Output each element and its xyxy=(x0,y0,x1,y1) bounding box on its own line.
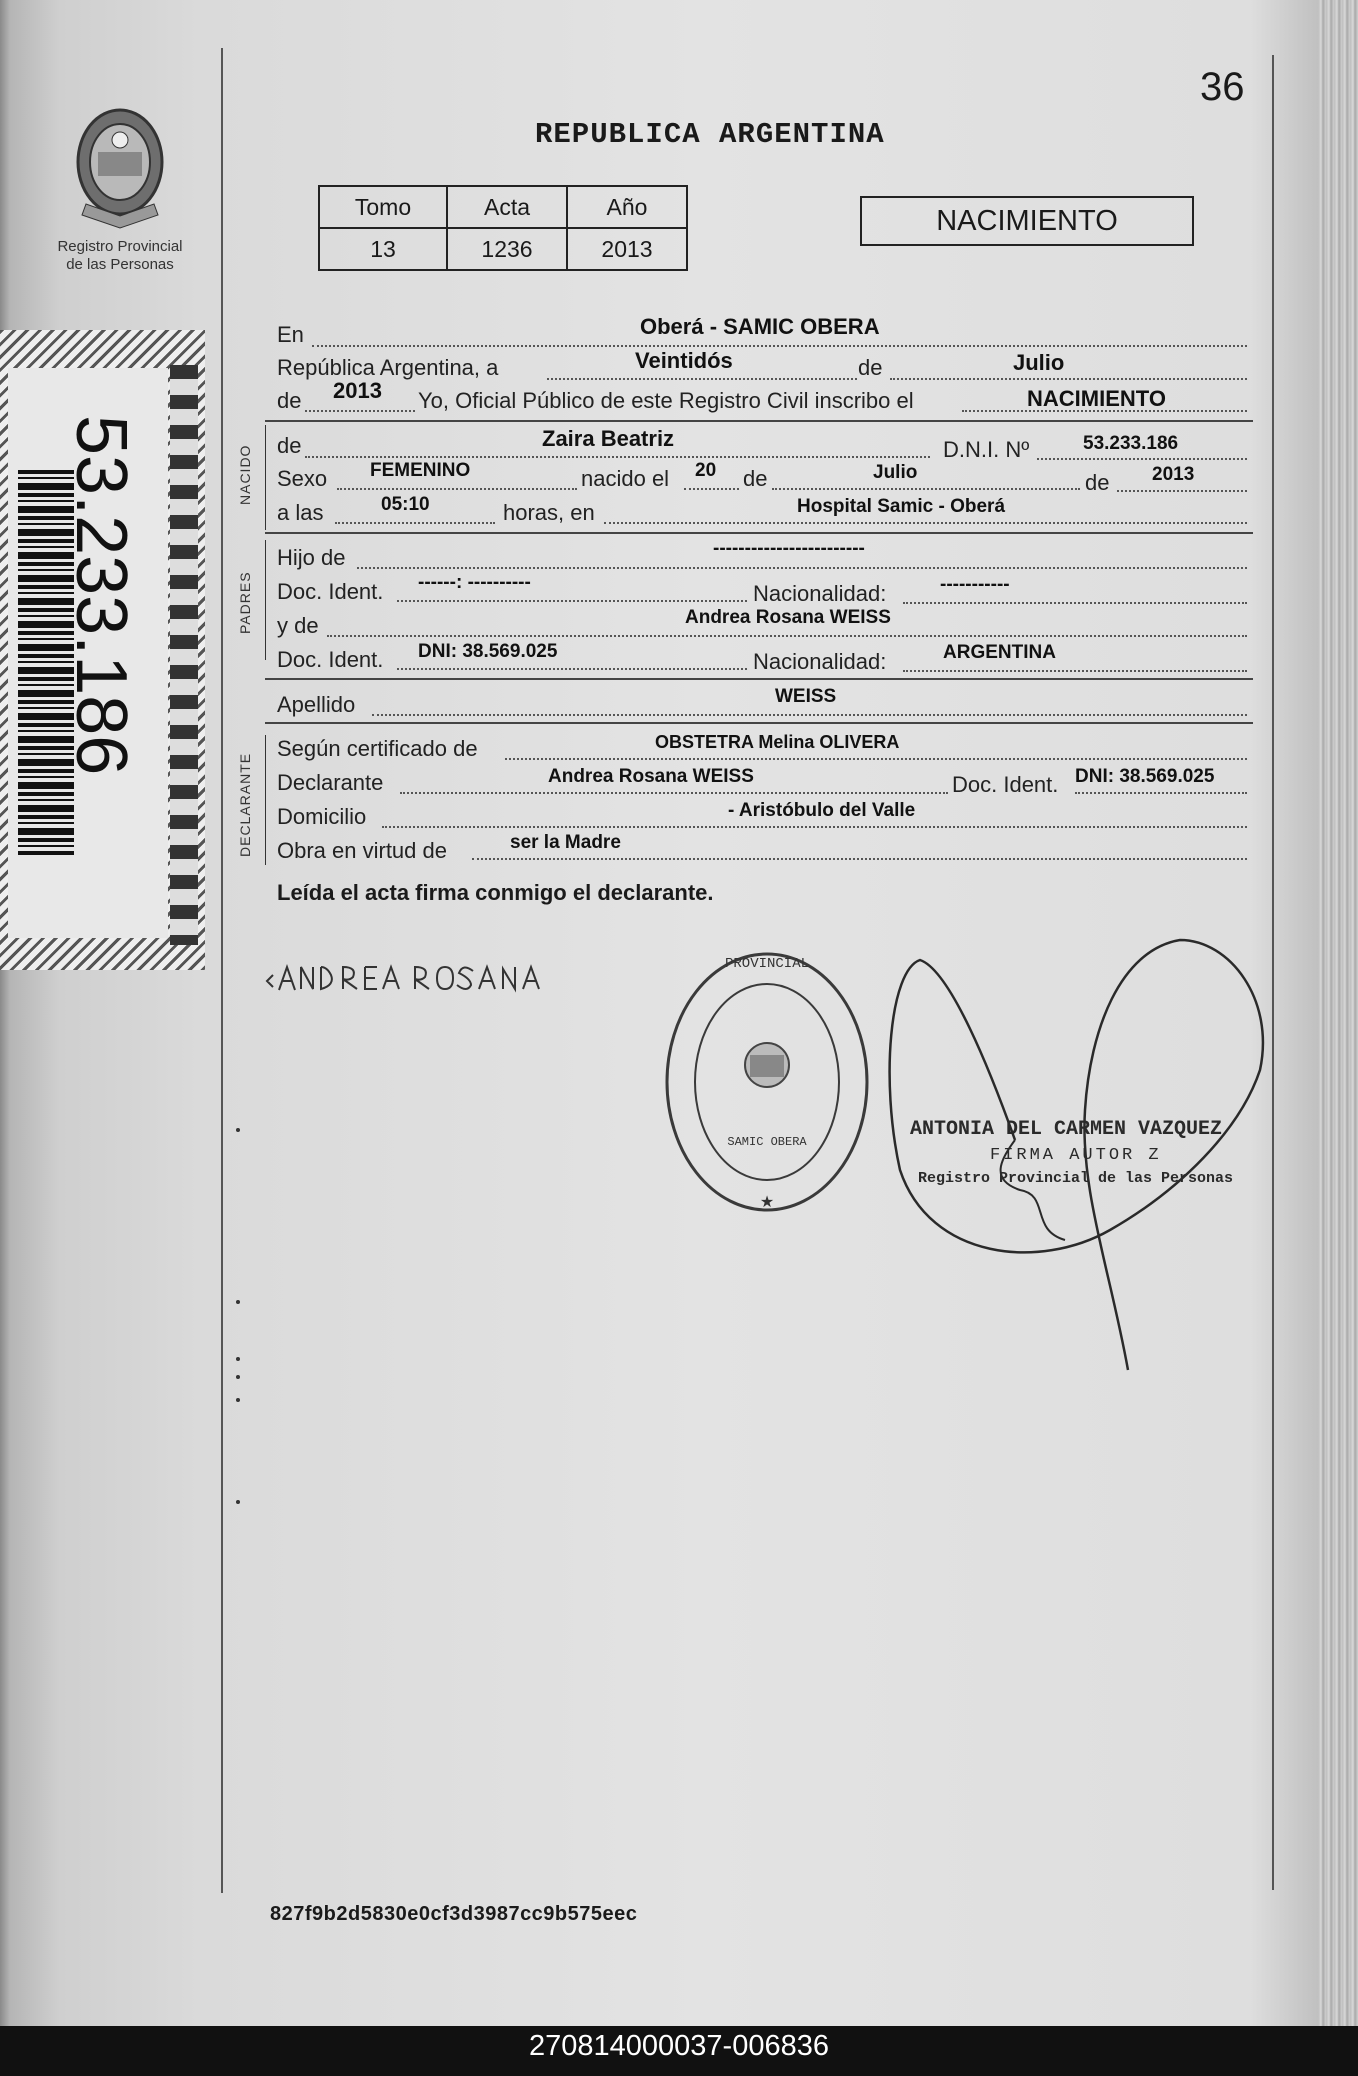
dotted-line xyxy=(903,602,1247,604)
margin-dot xyxy=(236,1500,240,1504)
doc-ident-label: Doc. Ident. xyxy=(277,647,384,672)
padre-value: ------------------------ xyxy=(713,538,865,559)
doc-ident-label: Doc. Ident. xyxy=(277,579,384,604)
declarant-signature xyxy=(265,945,645,1005)
a-las-label: a las xyxy=(277,500,324,525)
reference-value-row xyxy=(319,228,687,270)
domicilio-value: - Aristóbulo del Valle xyxy=(728,800,916,821)
margin-dot xyxy=(236,1375,240,1379)
hijo-de-label: Hijo de xyxy=(277,545,346,570)
record-type-box: NACIMIENTO xyxy=(860,196,1194,246)
dotted-line xyxy=(337,488,577,490)
official-role: FIRMA AUTOR Z xyxy=(990,1146,1162,1165)
section-padres-label: PADRES xyxy=(237,571,253,634)
en-label: En xyxy=(277,322,304,347)
dotted-line xyxy=(684,488,739,490)
dotted-line xyxy=(903,670,1247,672)
dotted-line xyxy=(890,378,1247,380)
certificado-label: Según certificado de xyxy=(277,736,478,761)
dotted-line xyxy=(397,668,747,670)
y-de-label: y de xyxy=(277,613,319,638)
de-label: de xyxy=(858,355,883,380)
tomo-header: Tomo xyxy=(319,186,447,228)
acta-header: Acta xyxy=(447,186,567,228)
anio-header: Año xyxy=(567,186,687,228)
obra-value: ser la Madre xyxy=(510,832,621,853)
provincial-emblem-icon xyxy=(68,100,173,235)
anio-value: 2013 xyxy=(333,378,382,403)
dotted-line xyxy=(1075,792,1247,794)
left-frame-line xyxy=(221,48,223,1893)
dotted-line xyxy=(312,345,1247,347)
certificado-value: OBSTETRA Melina OLIVERA xyxy=(655,732,900,752)
barcode-number: 53.233.186 xyxy=(61,415,141,776)
barcode-border xyxy=(170,365,198,945)
mes-nacimiento-value: Julio xyxy=(873,462,918,483)
obra-label: Obra en virtud de xyxy=(277,838,447,863)
lugar-nacimiento-value: Hospital Samic - Oberá xyxy=(797,496,1006,517)
dotted-line xyxy=(335,522,495,524)
anio-nacimiento-value: 2013 xyxy=(1152,464,1195,485)
dia-nacimiento-value: 20 xyxy=(695,460,717,481)
republica-label: República Argentina, a xyxy=(277,355,499,380)
madre-doc-value: DNI: 38.569.025 xyxy=(418,641,558,662)
reference-header-row xyxy=(319,186,687,228)
nacionalidad-label: Nacionalidad: xyxy=(753,581,887,606)
de2-label: de xyxy=(277,388,302,413)
separator-line xyxy=(265,532,1253,534)
dotted-line xyxy=(505,758,1247,760)
nombre-value: Zaira Beatriz xyxy=(542,426,675,451)
document-title: REPUBLICA ARGENTINA xyxy=(535,118,885,151)
dotted-line xyxy=(397,600,747,602)
svg-text:SAMIC OBERA: SAMIC OBERA xyxy=(727,1135,807,1149)
horas-en-label: horas, en xyxy=(503,500,595,525)
dotted-line xyxy=(327,635,1247,637)
dotted-line xyxy=(382,826,1247,828)
official-signature xyxy=(880,930,1270,1390)
separator-line xyxy=(265,722,1253,724)
padre-doc-value: ------: ---------- xyxy=(418,572,531,593)
page-stack-edges xyxy=(1318,0,1358,2026)
footer-code: 270814000037-006836 xyxy=(529,2030,829,2062)
declarante-doc-value: DNI: 38.569.025 xyxy=(1075,766,1215,787)
registry-round-stamp xyxy=(660,945,875,1220)
apellido-value: WEISS xyxy=(775,686,837,707)
closing-text: Leída el acta firma conmigo el declarante. xyxy=(277,880,714,905)
dotted-line xyxy=(1117,490,1247,492)
lugar-value: Oberá - SAMIC OBERA xyxy=(640,314,880,339)
mes-value: Julio xyxy=(1013,350,1065,375)
margin-dot xyxy=(236,1398,240,1402)
dotted-line xyxy=(1037,458,1247,460)
dotted-line xyxy=(772,488,1080,490)
official-name: ANTONIA DEL CARMEN VAZQUEZ xyxy=(910,1118,1223,1141)
padre-nacionalidad-value: ----------- xyxy=(940,574,1010,595)
madre-nacionalidad-value: ARGENTINA xyxy=(943,642,1056,663)
acta-value: 1236 xyxy=(447,228,567,270)
sexo-label: Sexo xyxy=(277,466,328,491)
de-label: de xyxy=(743,466,768,491)
inscribo-label: Yo, Oficial Público de este Registro Civil inscribo el xyxy=(418,388,914,413)
right-frame-line xyxy=(1272,55,1274,1890)
dotted-line xyxy=(305,410,415,412)
nacionalidad-label: Nacionalidad: xyxy=(753,649,887,674)
nacido-el-label: nacido el xyxy=(581,466,670,491)
margin-dot xyxy=(236,1357,240,1361)
declarante-value: Andrea Rosana WEISS xyxy=(548,766,754,787)
official-org: Registro Provincial de las Personas xyxy=(918,1170,1234,1187)
de-label: de xyxy=(277,433,302,458)
reference-table xyxy=(318,185,688,271)
section-nacido-label: NACIDO xyxy=(237,444,253,505)
sexo-value: FEMENINO xyxy=(370,460,471,481)
margin-dot xyxy=(236,1300,240,1304)
dotted-line xyxy=(372,714,1247,716)
dia-value: Veintidós xyxy=(635,348,733,373)
domicilio-label: Domicilio xyxy=(277,804,367,829)
dni-value: 53.233.186 xyxy=(1083,433,1179,454)
margin-dot xyxy=(236,1128,240,1132)
dotted-line xyxy=(604,522,1247,524)
svg-text:★: ★ xyxy=(759,1194,775,1211)
section-bracket xyxy=(265,735,266,865)
dotted-line xyxy=(357,567,1247,569)
separator-line xyxy=(265,678,1253,680)
separator-line xyxy=(265,420,1253,422)
registry-name: Registro Provincial de las Personas xyxy=(57,238,183,273)
dotted-line xyxy=(400,792,948,794)
madre-value: Andrea Rosana WEISS xyxy=(685,607,891,628)
section-bracket xyxy=(265,425,266,530)
dotted-line xyxy=(547,378,857,380)
dotted-line xyxy=(305,456,930,458)
dni-label: D.N.I. Nº xyxy=(943,437,1030,462)
declarante-label: Declarante xyxy=(277,770,384,795)
tomo-value: 13 xyxy=(319,228,447,270)
svg-text:PROVINCIAL: PROVINCIAL xyxy=(724,956,810,972)
document-hash: 827f9b2d5830e0cf3d3987cc9b575eec xyxy=(270,1903,638,1925)
anio-value: 2013 xyxy=(567,228,687,270)
section-declarante-label: DECLARANTE xyxy=(237,752,253,857)
section-bracket xyxy=(265,540,266,660)
dotted-line xyxy=(472,858,1247,860)
de-label: de xyxy=(1085,470,1110,495)
tipo-value: NACIMIENTO xyxy=(1027,386,1166,411)
page-number: 36 xyxy=(1200,65,1245,109)
doc-ident-label: Doc. Ident. xyxy=(952,772,1059,797)
apellido-label: Apellido xyxy=(277,692,356,717)
hora-value: 05:10 xyxy=(381,494,430,515)
